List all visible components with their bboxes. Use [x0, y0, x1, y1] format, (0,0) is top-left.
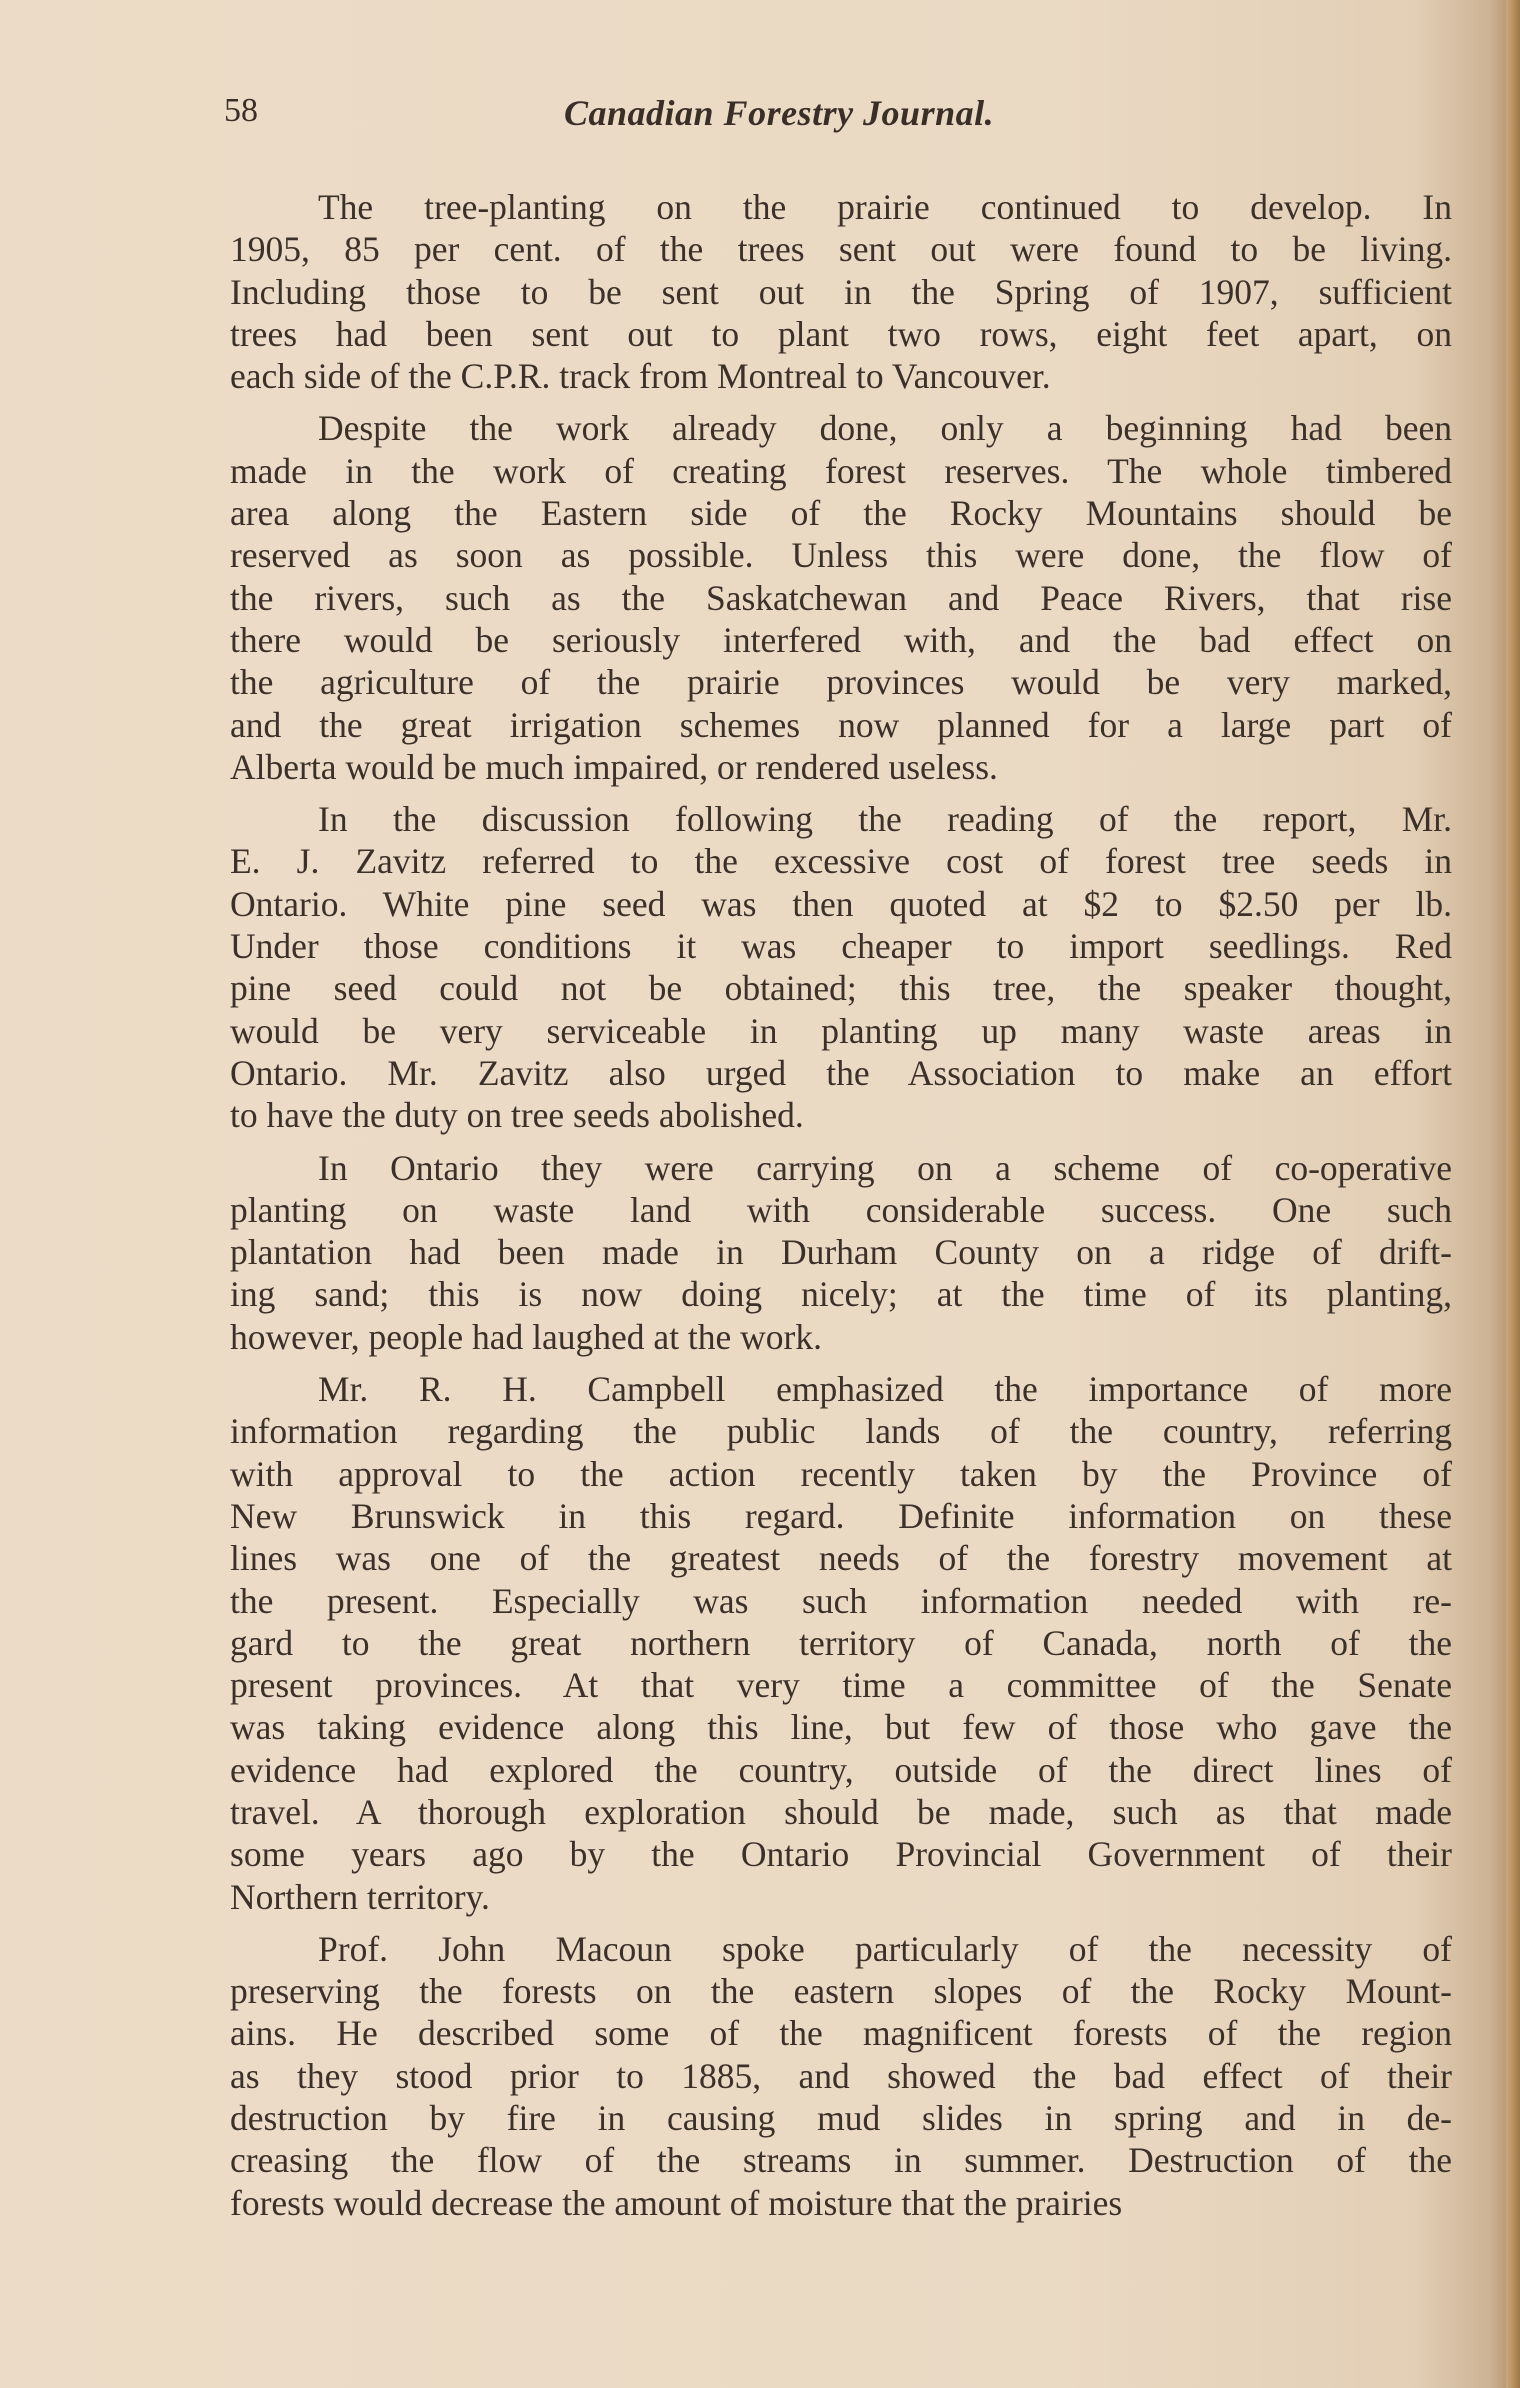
- page-number: 58: [224, 92, 258, 129]
- journal-title: Canadian Forestry Journal.: [564, 93, 995, 133]
- paragraph: [230, 798, 1452, 1136]
- text-line: destruction by fire in causing mud slides in spring and in de-: [230, 2098, 1452, 2139]
- text-line: the rivers, such as the Saskatchewan and Peace Rivers, that rise: [230, 577, 1452, 618]
- text-line: trees had been sent out to plant two rows, eight feet apart, on: [230, 313, 1452, 354]
- text-line: planting on waste land with considerable success. One such: [230, 1189, 1452, 1230]
- text-line: the agriculture of the prairie provinces would be very marked,: [230, 662, 1452, 703]
- paragraph-gap: [230, 1137, 1452, 1147]
- text-line: Prof. John Macoun spoke particularly of the necessity of: [318, 1928, 1452, 1969]
- page-edge: [1506, 0, 1520, 2388]
- text-line: however, people had laughed at the work.: [230, 1316, 823, 1357]
- paragraph: [230, 407, 1452, 788]
- text-line: would be very serviceable in planting up many waste areas in: [230, 1010, 1452, 1051]
- text-line: preserving the forests on the eastern slopes of the Rocky Mount-: [230, 1971, 1452, 2012]
- text-line: area along the Eastern side of the Rocky Mountains should be: [230, 493, 1452, 534]
- text-line: creasing the flow of the streams in summer. Destruction of the: [230, 2140, 1452, 2181]
- text-line: lines was one of the greatest needs of the forestry movement at: [230, 1538, 1452, 1579]
- page-header: [224, 92, 1454, 152]
- text-line: reserved as soon as possible. Unless this were done, the flow of: [230, 535, 1452, 576]
- text-line: The tree-planting on the prairie continued to develop. In: [318, 187, 1452, 227]
- text-line: Ontario. White pine seed was then quoted at $2 to $2.50 per lb.: [230, 883, 1452, 924]
- text-line: 1905, 85 per cent. of the trees sent out were found to be living.: [230, 229, 1452, 270]
- paragraph: [230, 1147, 1452, 1358]
- text-line: Ontario. Mr. Zavitz also urged the Association to make an effort: [230, 1052, 1452, 1093]
- text-line: plantation had been made in Durham County on a ridge of drift-: [230, 1232, 1452, 1273]
- text-line: there would be seriously interfered with, and the bad effect on: [230, 619, 1452, 660]
- text-line: New Brunswick in this regard. Definite information on these: [230, 1495, 1452, 1536]
- text-line: made in the work of creating forest reserves. The whole timbered: [230, 450, 1452, 491]
- text-line: some years ago by the Ontario Provincial Government of their: [230, 1834, 1452, 1875]
- text-line: ains. He described some of the magnificent forests of the region: [230, 2013, 1452, 2054]
- text-line: pine seed could not be obtained; this tree, the speaker thought,: [230, 968, 1452, 1009]
- text-line: ing sand; this is now doing nicely; at the time of its planting,: [230, 1274, 1452, 1315]
- text-line: Northern territory.: [230, 1876, 490, 1917]
- paragraph-gap: [230, 1918, 1452, 1928]
- article-body: [230, 186, 1452, 2224]
- text-line: each side of the C.P.R. track from Montreal to Vancouver.: [230, 356, 1051, 397]
- paragraph-gap: [230, 788, 1452, 798]
- text-line: to have the duty on tree seeds abolished.: [230, 1095, 804, 1136]
- text-line: information regarding the public lands of the country, referring: [230, 1411, 1452, 1452]
- text-line: Despite the work already done, only a beginning had been: [318, 408, 1452, 449]
- text-line: present provinces. At that very time a committee of the Senate: [230, 1665, 1452, 1706]
- text-line: E. J. Zavitz referred to the excessive cost of forest tree seeds in: [230, 841, 1452, 882]
- text-line: In the discussion following the reading of the report, Mr.: [318, 799, 1452, 840]
- paragraph-gap: [230, 397, 1452, 407]
- text-line: with approval to the action recently taken by the Province of: [230, 1453, 1452, 1494]
- text-line: the present. Especially was such information needed with re-: [230, 1580, 1452, 1621]
- text-line: Under those conditions it was cheaper to import seedlings. Red: [230, 926, 1452, 967]
- text-line: Alberta would be much impaired, or rendered useless.: [230, 746, 998, 787]
- paragraph-gap: [230, 1358, 1452, 1368]
- paragraph: [230, 1368, 1452, 1918]
- text-line: gard to the great northern territory of Canada, north of the: [230, 1622, 1452, 1663]
- text-line: In Ontario they were carrying on a scheme of co-operative: [318, 1147, 1452, 1188]
- text-line: evidence had explored the country, outside of the direct lines of: [230, 1749, 1452, 1790]
- text-line: Including those to be sent out in the Spring of 1907, sufficient: [230, 271, 1452, 312]
- text-line: forests would decrease the amount of moisture that the prairies: [230, 2182, 1123, 2223]
- paragraph: [230, 1928, 1452, 2224]
- text-line: was taking evidence along this line, but few of those who gave the: [230, 1707, 1452, 1748]
- text-line: as they stood prior to 1885, and showed the bad effect of their: [230, 2055, 1452, 2096]
- paragraph: [230, 186, 1452, 397]
- text-line: Mr. R. H. Campbell emphasized the importance of more: [318, 1369, 1452, 1410]
- text-line: and the great irrigation schemes now planned for a large part of: [230, 704, 1452, 745]
- text-line: travel. A thorough exploration should be made, such as that made: [230, 1791, 1452, 1832]
